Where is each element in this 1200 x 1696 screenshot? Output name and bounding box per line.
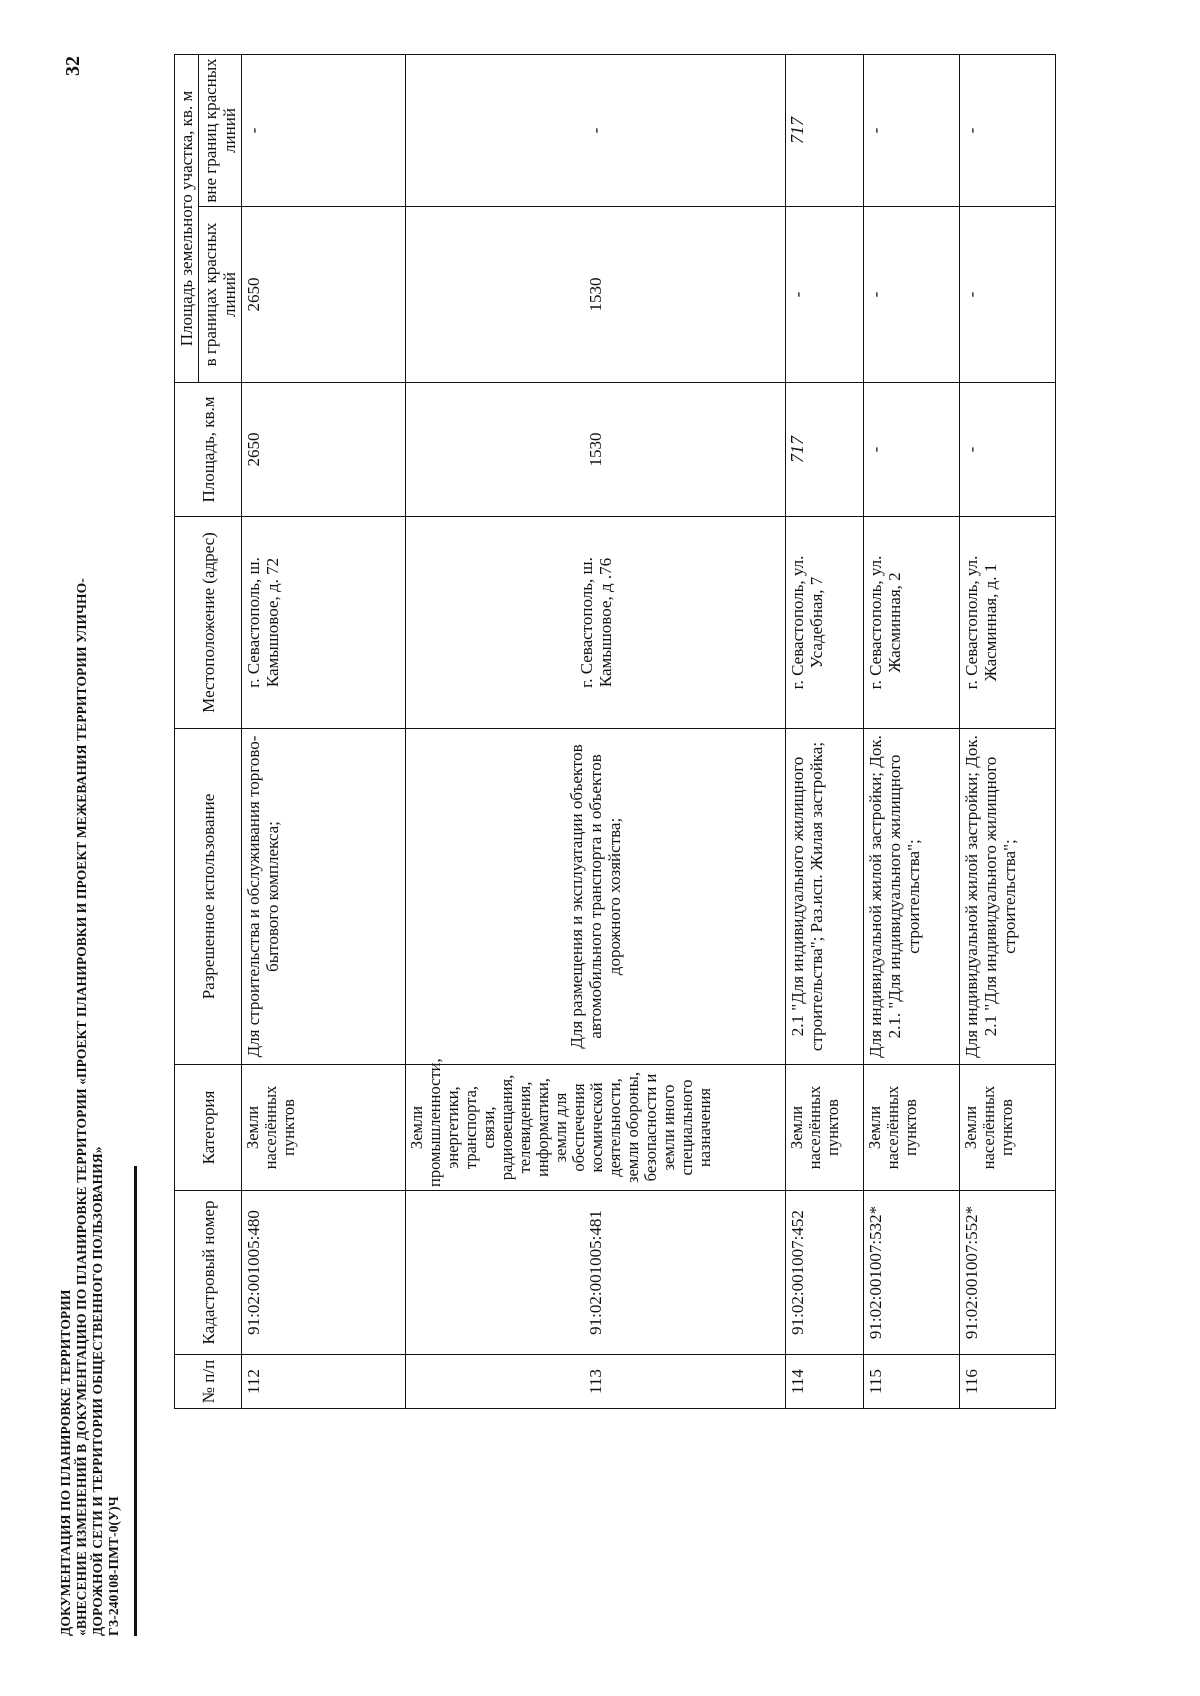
cell-location: г. Севастополь, ул. Жасминная, д. 1 <box>960 517 1056 729</box>
header-num: № п/п <box>175 1355 242 1409</box>
header-usage: Разрешенное использование <box>175 729 242 1065</box>
cell-area: 1530 <box>406 383 786 517</box>
cell-cadastral: 91:02:001005:480 <box>242 1191 406 1355</box>
header-line-2: «ВНЕСЕНИЕ ИЗМЕНЕНИЙ В ДОКУМЕНТАЦИЮ ПО ПЛАНИРОВКЕ ТЕРРИТОРИИ «ПРОЕКТ ПЛАНИРОВКИ И ПРОЕКТ МЕЖЕВАНИЯ ТЕРРИТОРИИ УЛИЧНО- <box>74 578 89 1636</box>
cell-outside: - <box>406 54 786 206</box>
header-category: Категория <box>175 1065 242 1191</box>
cell-outside: - <box>960 54 1056 206</box>
cell-usage: 2.1 "Для индивидуального жилищного строительства"; Раз.исп. Жилая застройка; <box>786 729 864 1065</box>
cell-area: - <box>864 383 960 517</box>
cell-area: 2650 <box>242 383 406 517</box>
header-area: Площадь, кв.м <box>175 383 242 517</box>
cell-num: 114 <box>786 1355 864 1409</box>
cell-usage: Для индивидуальной жилой застройки; Док. 2.1 "Для индивидуального жилищного строительства"; <box>960 729 1056 1065</box>
document-header <box>58 436 122 1636</box>
cell-cadastral: 91:02:001005:481 <box>406 1191 786 1355</box>
cell-area: 717 <box>786 383 864 517</box>
cell-cadastral: 91:02:001007:552* <box>960 1191 1056 1355</box>
header-rule <box>134 1166 137 1636</box>
page-number: 32 <box>62 56 84 76</box>
cell-num: 116 <box>960 1355 1056 1409</box>
header-within: в границах красных линий <box>199 207 242 383</box>
header-outside: вне границ красных линий <box>199 54 242 206</box>
table-row <box>786 54 864 1408</box>
cell-usage: Для строительства и обслуживания торгово-бытового комплекса; <box>242 729 406 1065</box>
header-location: Местоположение (адрес) <box>175 517 242 729</box>
cell-num: 115 <box>864 1355 960 1409</box>
cell-num: 112 <box>242 1355 406 1409</box>
header-line-1: ДОКУМЕНТАЦИЯ ПО ПЛАНИРОВКЕ ТЕРРИТОРИИ <box>58 1289 73 1636</box>
cell-area: - <box>960 383 1056 517</box>
header-line-3: ДОРОЖНОЙ СЕТИ И ТЕРРИТОРИИ ОБЩЕСТВЕННОГО ПОЛЬЗОВАНИЯ» <box>90 1146 105 1636</box>
cell-within: 2650 <box>242 207 406 383</box>
cell-location: г. Севастополь, ш. Камышовое, д .76 <box>406 517 786 729</box>
table-row <box>242 54 406 1408</box>
cell-cadastral: 91:02:001007:532* <box>864 1191 960 1355</box>
table-header-row <box>175 54 199 1408</box>
cell-outside: - <box>242 54 406 206</box>
cell-category: Земли населённых пунктов <box>864 1065 960 1191</box>
table-row <box>960 54 1056 1408</box>
cell-category: Земли населённых пунктов <box>960 1065 1056 1191</box>
cell-outside: - <box>864 54 960 206</box>
header-line-4: ГЗ-240108-ПМТ-0(У)Ч <box>106 1496 121 1636</box>
cell-category: Земли населённых пунктов <box>242 1065 406 1191</box>
cell-within: 1530 <box>406 207 786 383</box>
cell-usage: Для индивидуальной жилой застройки; Док. 2.1. "Для индивидуального жилищного строительства"; <box>864 729 960 1065</box>
header-plot-area-group: Площадь земельного участка, кв. м <box>175 54 199 382</box>
cell-category: Земли промышленности, энергетики, транспорта, связи, радиовещания, телевидения, информатики, земли для обеспечения космической деятельности, земли обороны, безопасности и земли иного специального назначения <box>406 1065 786 1191</box>
table-row <box>406 54 786 1408</box>
land-plots-table <box>174 54 1056 1409</box>
cell-location: г. Севастополь, ул. Усадебная, 7 <box>786 517 864 729</box>
cell-outside: 717 <box>786 54 864 206</box>
table-row <box>864 54 960 1408</box>
cell-cadastral: 91:02:001007:452 <box>786 1191 864 1355</box>
cell-usage: Для размещения и эксплуатации объектов автомобильного транспорта и объектов дорожного хозяйства; <box>406 729 786 1065</box>
cell-num: 113 <box>406 1355 786 1409</box>
cell-location: г. Севастополь, ш. Камышовое, д. 72 <box>242 517 406 729</box>
cell-within: - <box>864 207 960 383</box>
header-cadastral: Кадастровый номер <box>175 1191 242 1355</box>
cell-category: Земли населённых пунктов <box>786 1065 864 1191</box>
cell-within: - <box>786 207 864 383</box>
cell-location: г. Севастополь, ул. Жасминная, 2 <box>864 517 960 729</box>
cell-within: - <box>960 207 1056 383</box>
